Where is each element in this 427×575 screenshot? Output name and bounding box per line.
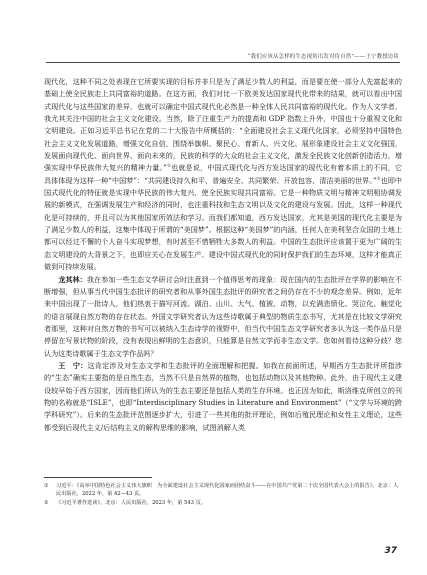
paragraph-1-tail: 也就是说，中国式现代化与西方发达国家的现代化有着本质上的不同，它具体体现为这样一种“中国梦”：“共同建设持久和平、普遍安全、共同繁荣、开放包容、清洁美丽的世界。”	[44, 163, 403, 185]
footnote-1	[44, 482, 400, 499]
running-header: “我们应该从怎样的生态视角出发对待自然”——王宁教授访谈	[247, 54, 399, 60]
speaker-label: 龙其林：	[58, 274, 87, 284]
footnote-2	[44, 499, 400, 507]
paragraph-2	[44, 274, 402, 360]
paragraph-3	[44, 360, 402, 434]
paragraph-1	[44, 76, 402, 274]
paragraph-3-text: 这肯定涉及对生态文学和生态批评的全面理解和把握。如我在前面所述，早期西方生态批评所指涉的“生态”确实主要指的是自然生态，当然不只是自然界的植物，也包括动物以及其他物种。此外，由于现代主义建设较早始于西方国家，因而他们所认为的生态主要还是包括人类的生存环境。也正因为如此，斯洛维克所创立的刊物的名称就是“ISLE”，也即“Interdisciplinary Studies in Literature and Environment”（“文学与环境的跨学科研究”）。后来的生态批评范围逐步扩大，引进了一些其他的批评理论，例如后殖民理论和女性主义理论，这些都受到后现代主义/后结构主义的解构思维的影响，试图消解人类	[44, 360, 402, 432]
footnote-ref-1[interactable]: ①	[166, 164, 172, 170]
footnotes	[44, 482, 400, 507]
footnote-1-text: 习近平：《高举中国特色社会主义伟大旗帜 为全面建设社会主义现代化国家而团结奋斗——在中国共产党第二十次全国代表大会上的报告》，北京：人民出版社，2022 年，第 42—43 页。	[56, 483, 399, 498]
body-text	[44, 76, 402, 434]
header-rule	[46, 62, 400, 63]
speaker-label: 王 宁：	[58, 360, 88, 370]
footnote-1-mark: ①	[44, 483, 49, 489]
footnote-2-mark: ②	[44, 499, 49, 506]
page-number: 37	[384, 546, 397, 556]
footnote-2-text: 《习近平著作选读》，北京：人民出版社，2023 年，第 543 页。	[56, 499, 206, 506]
paragraph-2-text: 我在参加一些生态文学研讨会时注意到一个值得思考的现象：现在国内的生态批评在学界的影响在不断增强，但从事当代中国生态批评的研究者和从事外国生态批评的研究者之间仍存在不少的观念差异。例如，近年来中国出现了一批诗人，他们热衷于描写河流、湖泊、山川、大气、植被、动物，以充满悲愤化、哭泣化、触觉化的语言展现自然万物的存在状态。外国文学研究者认为这些诗歌属于典型的物质生态书写，尤其是在比较文学研究者那里，这种对自然万物的书写可以被纳入生态诗学的视野中，但当代中国生态文学研究者多认为这一类作品只是停留在写景状物的阶段，没有表现出鲜明的生态意识，只能算是自然文学而非生态文学。您如何看待这种分歧？您认为这类诗歌属于生态文学作品吗？	[44, 274, 403, 358]
paragraph-1-tail2: 也即中国式现代化的特征就是实现中华民族的伟大复兴，使全民族实现共同富裕。它是一种物质文明与精神文明相协调发展的新模式，在强调发展生产和经济的同时，也注重科技和生态文明以及文化的建设与发展。因此，这样一种现代化是可持续的，并且可以为其他国家所效法和学习。而我们都知道，西方发达国家，尤其是美国的现代化主要是为了满足少数人的利益，这集中体现于所谓的“美国梦”。根据这种“美国梦”的内涵，任何人在美利坚合众国的土地上都可以经过不懈的个人奋斗实现梦想，有时甚至不惜牺牲大多数人的利益。中国的生态批评应该置于更为广阔的生态文明建设的大背景之下，也即应关心在发展生产、建设中国式现代化的同时保护我们的生态环境，这样才能真正做到可持续发展。	[44, 175, 403, 272]
footnote-rule	[44, 477, 152, 478]
paragraph-1-text: 现代化，这种不同之处表现在它所要实现的目标并非只是为了满足少数人的利益，而是要在使一部分人先富起来的基础上使全民族走上共同富裕的道路。在这方面，我们对比一下欧美发达国家现代化带来的结果，就可以看出中国式现代化与这些国家的差异，也就可以确定中国式现代化必然是一种全体人民共同富裕的现代化。作为人文学者，我尤其关注中国的社会主义文化建设。当然，除了注重生产力的提高和 GDP 指数上升外，中国也十分重视文化和文明建设。正如习近平总书记在党的二十大报告中所概括的：“全面建设社会主义现代化国家，必须坚持中国特色社会主义文化发展道路，增强文化自信，围绕举旗帜、聚民心、育新人、兴文化、展形象建设社会主义文化强国，发展面向现代化、面向世界、面向未来的，民族的科学的大众的社会主义文化，激发全民族文化创新创造活力，增强实现中华民族伟大复兴的精神力量。”	[44, 77, 402, 173]
footnote-ref-2[interactable]: ②	[376, 176, 381, 182]
